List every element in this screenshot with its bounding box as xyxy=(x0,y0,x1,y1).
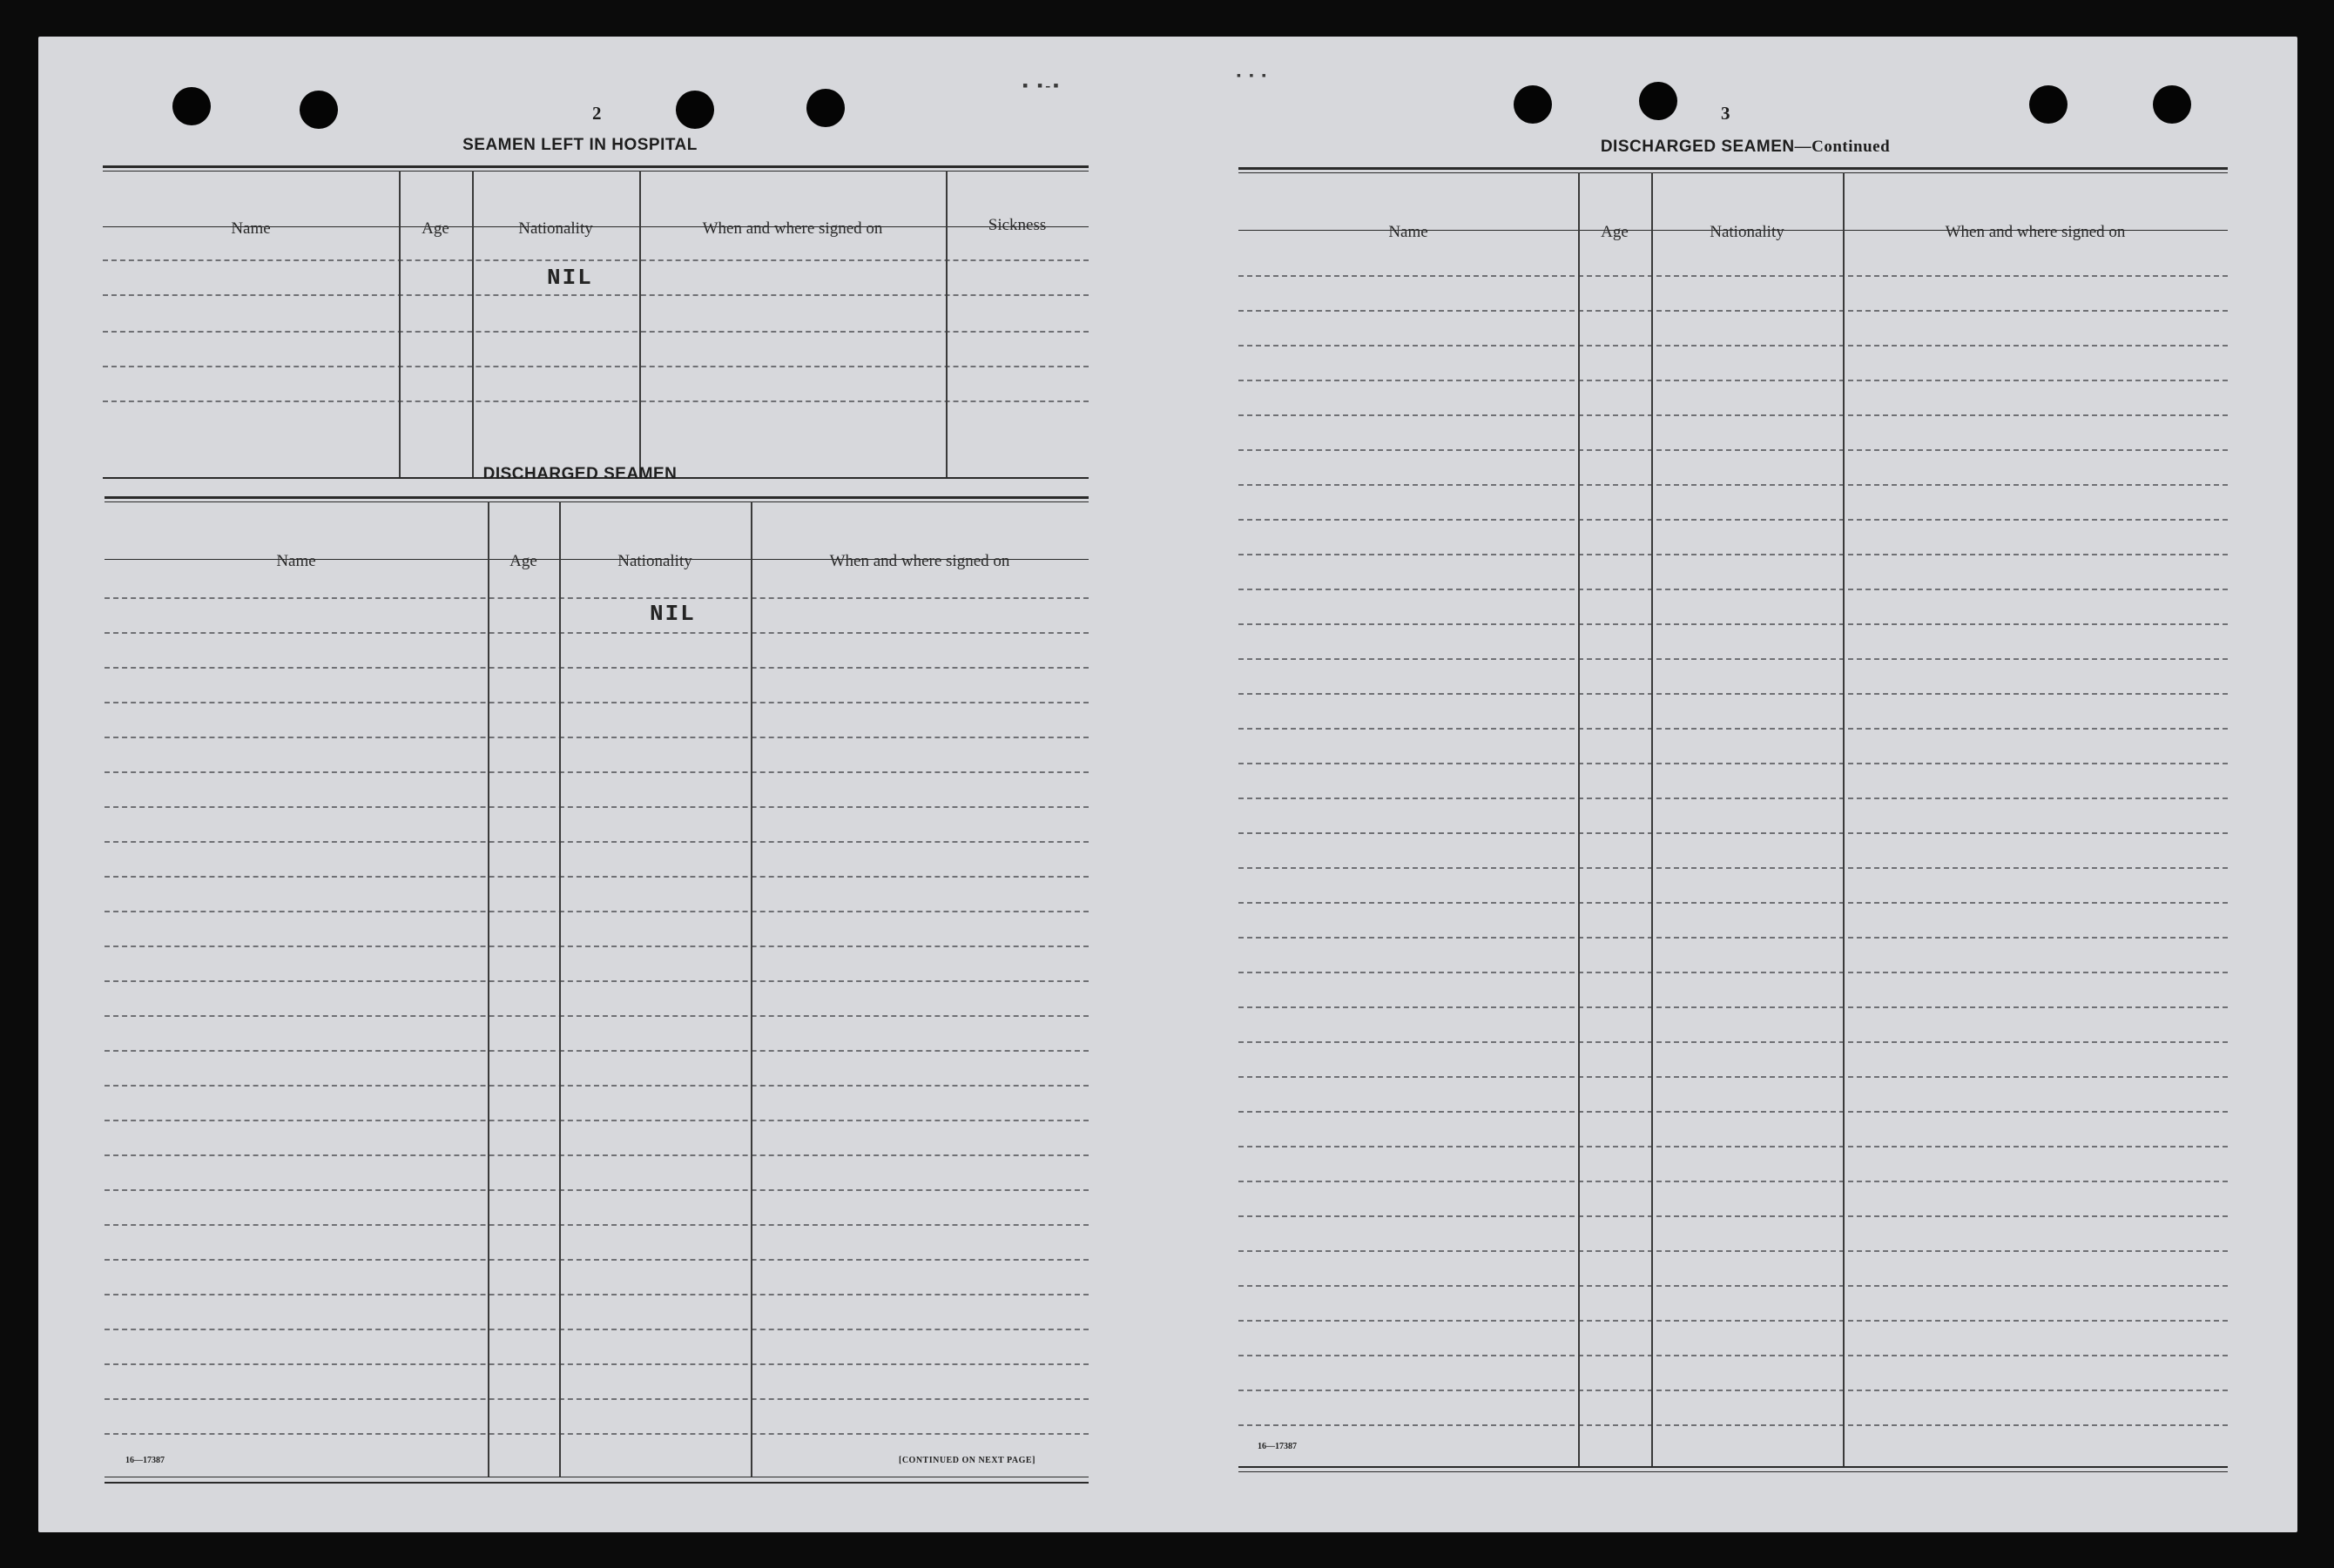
continued-note: [CONTINUED ON NEXT PAGE] xyxy=(899,1456,1035,1465)
punch-hole xyxy=(1514,85,1552,124)
discharged-table-right xyxy=(1238,167,2228,1473)
punch-hole xyxy=(1639,82,1677,120)
column-header-sickness: Sickness xyxy=(988,216,1047,234)
column-header-nationality: Nationality xyxy=(617,552,692,570)
punch-hole xyxy=(172,87,211,125)
column-header-signed-on: When and where signed on xyxy=(702,219,883,238)
discharged-section-title-left: DISCHARGED SEAMEN xyxy=(482,465,678,483)
section-title-text: DISCHARGED SEAMEN xyxy=(1600,138,1795,156)
form-number-right: 16—17387 xyxy=(1258,1442,1297,1451)
column-header-nationality: Nationality xyxy=(1710,223,1784,241)
column-header-signed-on: When and where signed on xyxy=(829,552,1010,570)
hospital-nil-entry: NIL xyxy=(547,265,593,291)
page-number-right: 3 xyxy=(1721,103,1731,124)
ink-smudge: ▪ ▪ ▪ xyxy=(1237,70,1269,83)
column-header-name: Name xyxy=(231,219,271,238)
form-sheet xyxy=(38,37,2297,1532)
ink-smudge: ▪ ▪‑▪ xyxy=(1022,77,1062,94)
section-title-suffix: —Continued xyxy=(1794,138,1891,156)
column-header-name: Name xyxy=(276,552,316,570)
page-number-left: 2 xyxy=(592,103,603,124)
column-header-name: Name xyxy=(1388,223,1428,241)
column-header-age: Age xyxy=(1601,223,1629,241)
punch-hole xyxy=(2029,85,2068,124)
punch-hole xyxy=(300,91,338,129)
hospital-section-title: SEAMEN LEFT IN HOSPITAL xyxy=(462,136,698,154)
column-header-age: Age xyxy=(509,552,537,570)
column-header-nationality: Nationality xyxy=(518,219,593,238)
column-header-signed-on: When and where signed on xyxy=(1945,223,2126,241)
punch-hole xyxy=(2153,85,2191,124)
discharged-section-title-right xyxy=(1240,138,2250,157)
discharged-nil-entry: NIL xyxy=(650,601,696,627)
form-number-left: 16—17387 xyxy=(125,1456,165,1465)
hospital-table xyxy=(103,165,1089,481)
column-header-age: Age xyxy=(422,219,449,238)
punch-hole xyxy=(806,89,845,127)
punch-hole xyxy=(676,91,714,129)
discharged-table-left xyxy=(105,496,1089,1482)
